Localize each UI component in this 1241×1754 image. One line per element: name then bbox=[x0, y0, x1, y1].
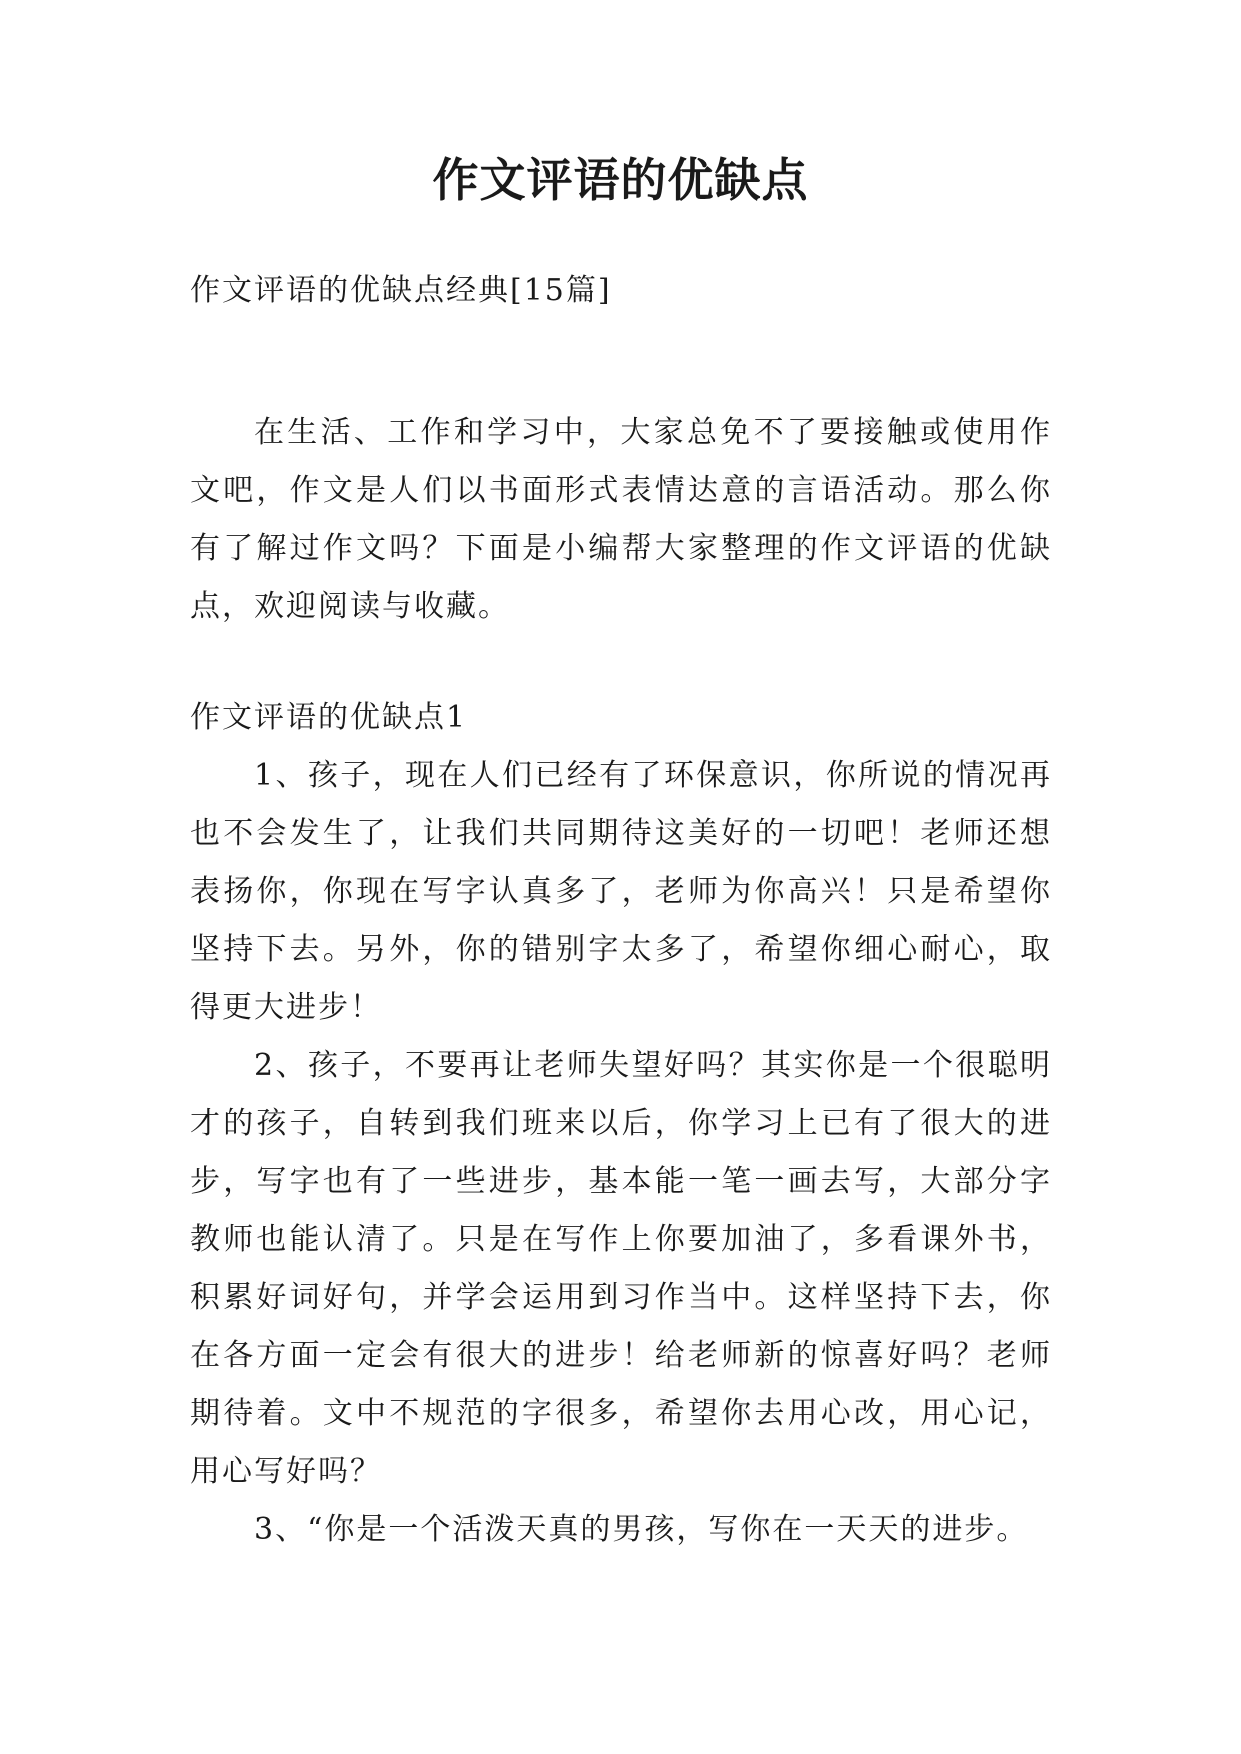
paragraph-1: 1、孩子，现在人们已经有了环保意识，你所说的情况再也不会发生了，让我们共同期待这美好的一切吧！老师还想表扬你，你现在写字认真多了，老师为你高兴！只是希望你坚持下去。另外，你的错别字太多了，希望你细心耐心，取得更大进步！ bbox=[190, 758, 1052, 1025]
section-heading: 作文评语的优缺点1 bbox=[190, 700, 468, 735]
paragraph-2: 2、孩子，不要再让老师失望好吗？其实你是一个很聪明才的孩子，自转到我们班来以后，你学习上已有了很大的进步，写字也有了一些进步，基本能一笔一画去写，大部分字教师也能认清了。只是在写作上你要加油了，多看课外书，积累好词好句，并学会运用到习作当中。这样坚持下去，你在各方面一定会有很大的进步！给老师新的惊喜好吗？老师期待着。文中不规范的字很多，希望你去用心改，用心记，用心写好吗？ bbox=[190, 1048, 1052, 1489]
content-block bbox=[190, 689, 1052, 1559]
document-title: 作文评语的优缺点 bbox=[432, 153, 809, 207]
intro-paragraph: 在生活、工作和学习中，大家总免不了要接触或使用作文吧，作文是人们以书面形式表情达意的言语活动。那么你有了解过作文吗？下面是小编帮大家整理的作文评语的优缺点，欢迎阅读与收藏。 bbox=[190, 415, 1052, 624]
document-subtitle: 作文评语的优缺点经典[15篇] bbox=[190, 273, 612, 308]
paragraph-3: 3、“你是一个活泼天真的男孩，写你在一天天的进步。 bbox=[254, 1512, 1029, 1547]
intro-block bbox=[190, 404, 1052, 636]
